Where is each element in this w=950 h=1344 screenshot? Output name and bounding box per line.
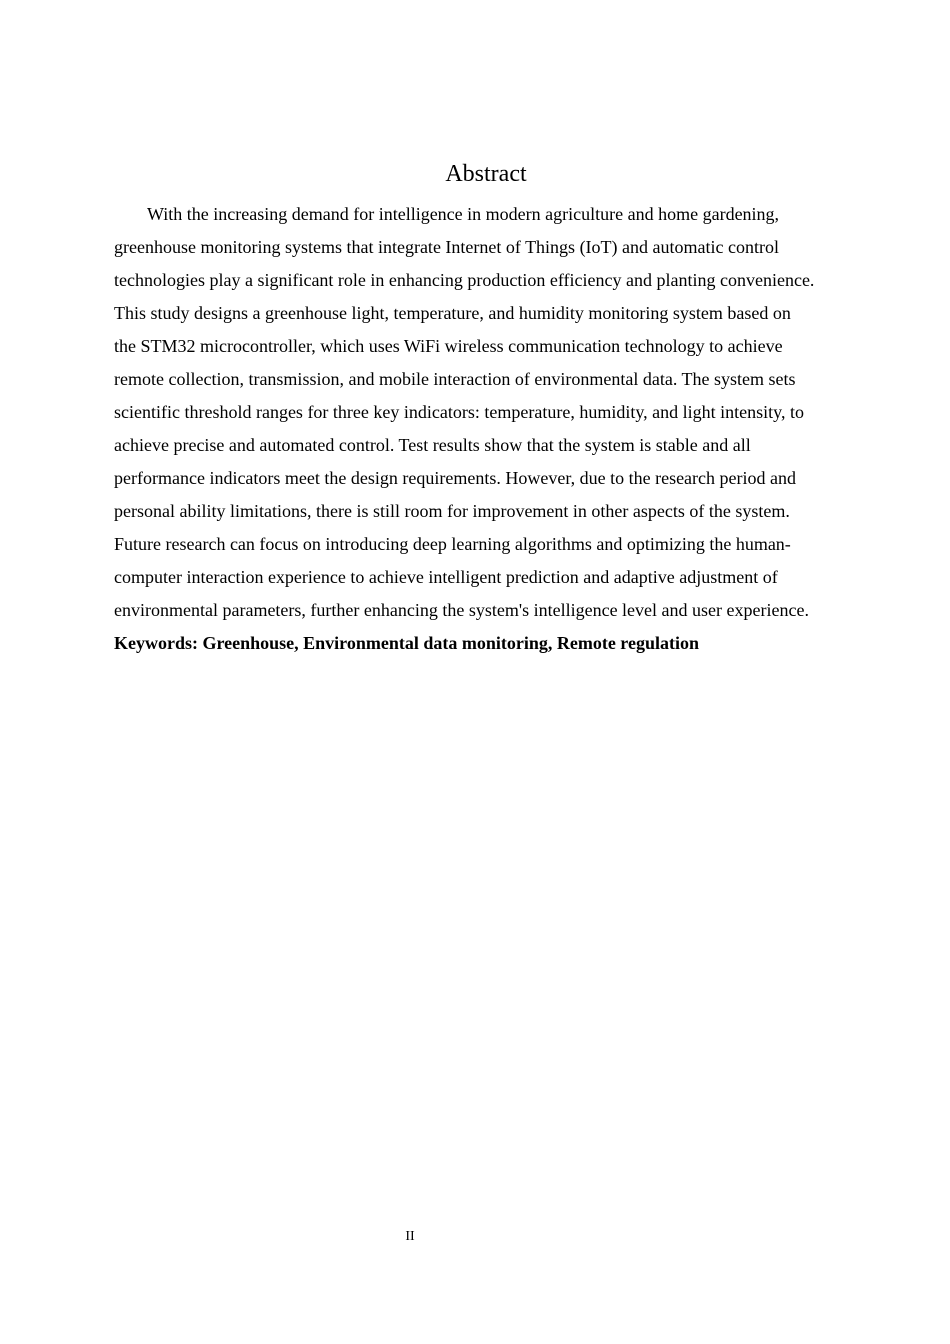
abstract-body [114,198,862,627]
abstract-line: Future research can focus on introducing deep learning algorithms and optimizing the human- [114,534,791,554]
abstract-line: With the increasing demand for intelligence in modern agriculture and home gardening, [147,204,780,224]
abstract-line: greenhouse monitoring systems that integrate Internet of Things (IoT) and automatic control [114,237,779,257]
abstract-title: Abstract [445,161,527,187]
page-number: II [405,1229,415,1244]
abstract-line: scientific threshold ranges for three key indicators: temperature, humidity, and light intensity, to [114,402,804,422]
abstract-line: the STM32 microcontroller, which uses WiFi wireless communication technology to achieve [114,336,783,356]
abstract-line: achieve precise and automated control. Test results show that the system is stable and all [114,435,751,455]
abstract-line: technologies play a significant role in enhancing production efficiency and planting convenience. [114,270,815,290]
abstract-line: environmental parameters, further enhancing the system's intelligence level and user experience. [114,600,809,620]
abstract-line: remote collection, transmission, and mobile interaction of environmental data. The system sets [114,369,796,389]
abstract-line: personal ability limitations, there is still room for improvement in other aspects of the system. [114,501,790,521]
abstract-line: computer interaction experience to achieve intelligent prediction and adaptive adjustment of [114,567,778,587]
keywords-line: Keywords: Greenhouse, Environmental data monitoring, Remote regulation [114,633,699,653]
abstract-line: performance indicators meet the design requirements. However, due to the research period and [114,468,797,488]
abstract-line: This study designs a greenhouse light, temperature, and humidity monitoring system based on [114,303,791,323]
